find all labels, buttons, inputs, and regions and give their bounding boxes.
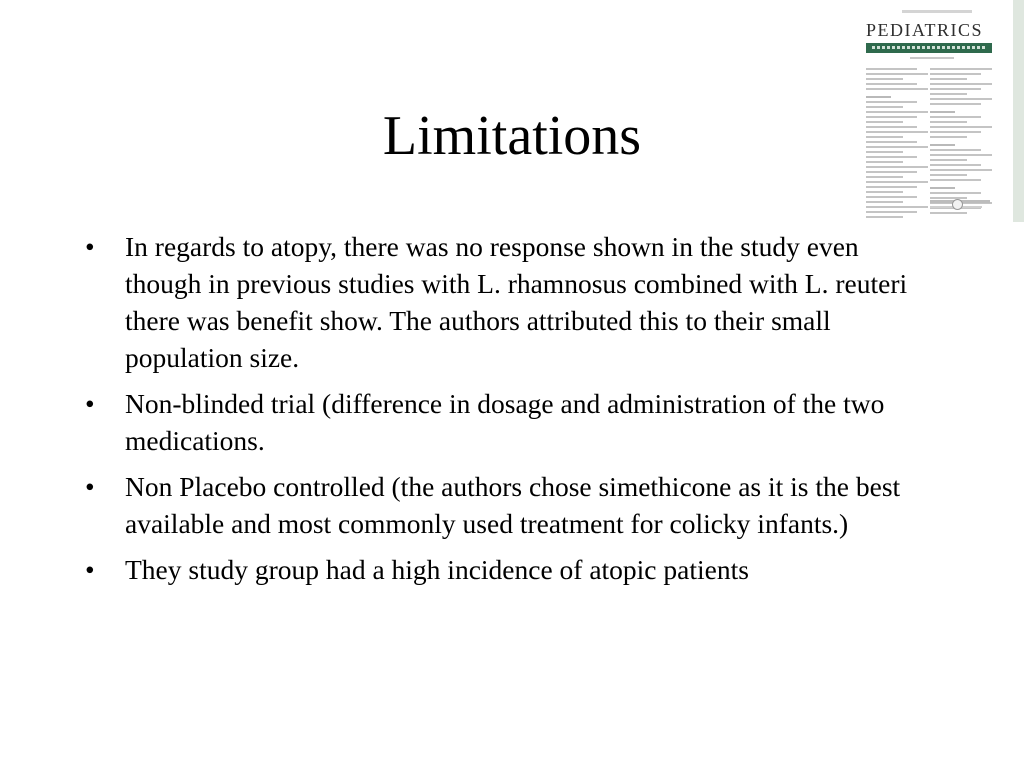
cover-text-line [930, 88, 981, 90]
bullet-text: They study group had a high incidence of atopic patients [125, 554, 749, 585]
cover-text-line [930, 174, 967, 176]
cover-text-line [930, 126, 992, 128]
cover-text-line [930, 212, 967, 214]
cover-seal-icon [952, 199, 963, 210]
cover-text-line [930, 197, 967, 199]
journal-cover-image [862, 6, 1012, 218]
bullet-text: In regards to atopy, there was no response shown in the study even though in previous studies with L. rhamnosus combined with L. reuteri there was benefit show. The authors attributed this to their small population size. [125, 231, 908, 373]
cover-text-line [866, 206, 928, 208]
cover-text-line [866, 73, 928, 75]
cover-text-line [866, 176, 903, 178]
bullet-text: Non Placebo controlled (the authors chose simethicone as it is the best available and most commonly used treatment for colicky infants.) [125, 471, 901, 539]
bullet-text: Non-blinded trial (difference in dosage and administration of the two medications. [125, 388, 885, 456]
bullet-list [85, 228, 935, 597]
cover-text-line [930, 121, 967, 123]
cover-contents-right [930, 68, 992, 217]
bullet-dot-icon: • [85, 554, 95, 585]
bullet-item [85, 385, 935, 459]
cover-text-line [930, 116, 981, 118]
cover-text-line [866, 146, 928, 148]
cover-text-line [866, 141, 917, 143]
cover-text-line [930, 159, 967, 161]
cover-text-line [866, 211, 917, 213]
slide-title: Limitations [382, 105, 642, 167]
cover-text-line [866, 181, 928, 183]
cover-text-line [866, 196, 917, 198]
bullet-dot-icon: • [85, 231, 95, 262]
cover-text-line [930, 93, 967, 95]
cover-text-line [866, 166, 928, 168]
cover-text-line [866, 68, 917, 70]
cover-text-line [866, 201, 903, 203]
cover-text-line [930, 83, 992, 85]
cover-text-line [866, 101, 917, 103]
cover-text-line [866, 216, 903, 218]
cover-text-line [930, 149, 981, 151]
cover-text-line [930, 164, 981, 166]
cover-band [866, 43, 992, 53]
cover-text-line [866, 171, 917, 173]
cover-contents-left [866, 68, 928, 218]
cover-text-line [930, 179, 981, 181]
cover-text-line [866, 156, 917, 158]
cover-text-line [866, 191, 903, 193]
cover-subtitle-line [910, 57, 954, 59]
cover-text-line [930, 187, 955, 189]
cover-text-line [866, 111, 928, 113]
cover-text-line [866, 83, 917, 85]
cover-text-line [866, 116, 917, 118]
cover-text-line [866, 136, 903, 138]
cover-text-line [930, 98, 992, 100]
cover-text-line [930, 68, 992, 70]
cover-text-line [866, 88, 928, 90]
cover-spine [1013, 0, 1024, 222]
cover-text-line [866, 121, 903, 123]
cover-text-line [930, 131, 981, 133]
cover-text-line [930, 169, 992, 171]
cover-text-line [866, 186, 917, 188]
cover-text-line [930, 136, 967, 138]
cover-text-line [930, 144, 955, 146]
cover-text-line [866, 78, 903, 80]
cover-text-line [930, 103, 981, 105]
cover-band-text [872, 46, 986, 49]
cover-text-line [930, 192, 981, 194]
cover-text-line [930, 111, 955, 113]
cover-text-line [866, 131, 928, 133]
journal-logo: PEDIATRICS [866, 20, 984, 40]
cover-text-line [866, 106, 903, 108]
cover-text-line [930, 154, 992, 156]
cover-text-line [866, 126, 917, 128]
cover-header-line [902, 10, 972, 13]
bullet-item [85, 468, 935, 542]
bullet-item [85, 551, 935, 588]
cover-text-line [866, 161, 903, 163]
cover-text-line [866, 96, 891, 98]
cover-text-line [930, 78, 967, 80]
bullet-dot-icon: • [85, 388, 95, 419]
bullet-dot-icon: • [85, 471, 95, 502]
cover-text-line [866, 151, 903, 153]
cover-text-line [930, 73, 981, 75]
bullet-item [85, 228, 935, 376]
